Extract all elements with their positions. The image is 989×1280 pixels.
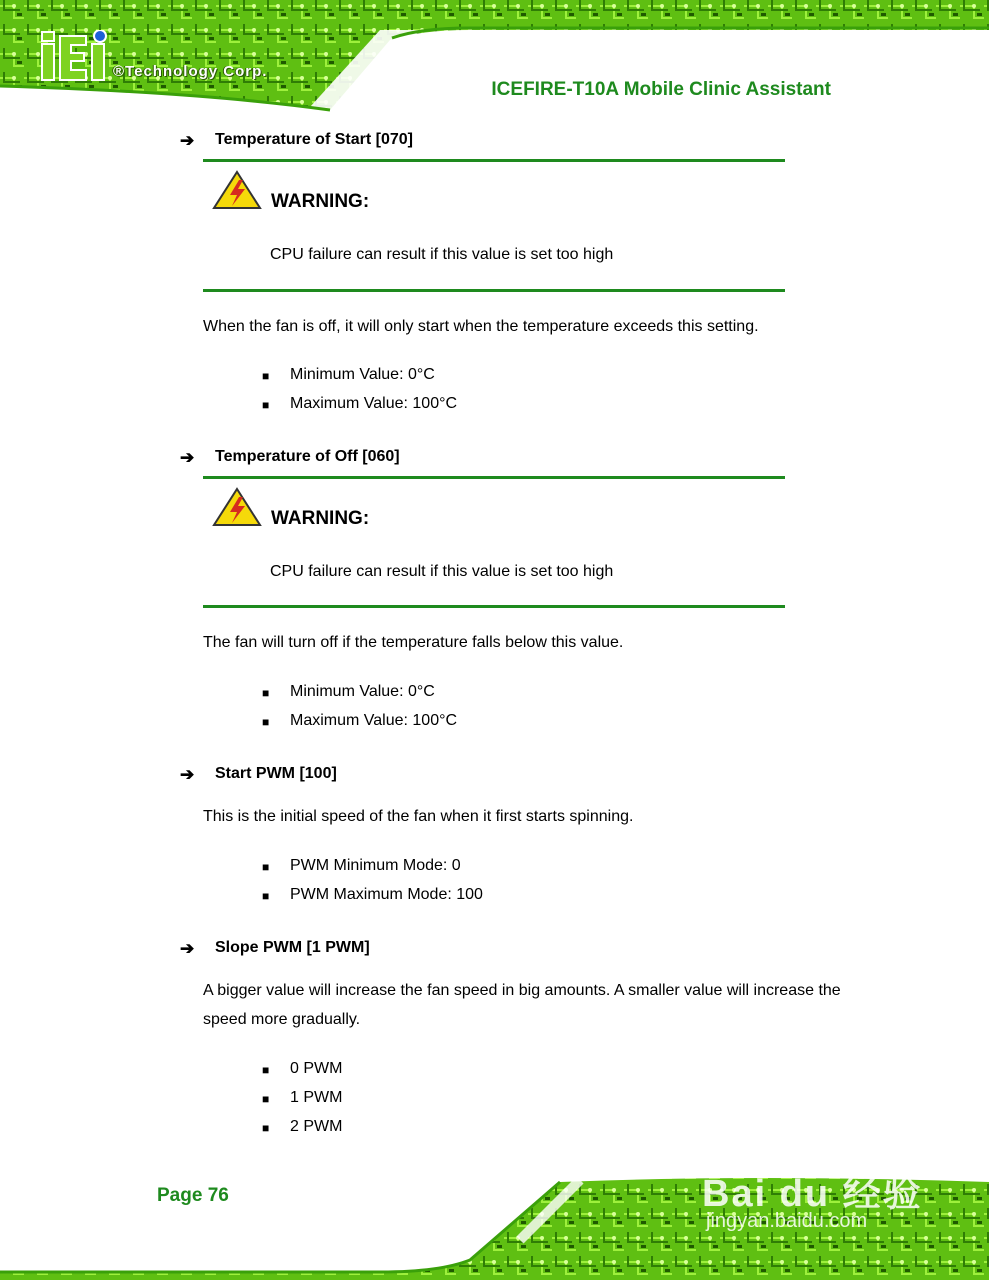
bullet-icon: ■	[262, 369, 270, 383]
bullet-icon: ■	[262, 686, 270, 700]
list-item: 1 PWM	[290, 1089, 343, 1106]
iei-logo	[40, 30, 112, 87]
section-heading: Slope PWM [1 PWM]	[215, 939, 370, 956]
warning-text: CPU failure can result if this value is set too high	[270, 563, 614, 580]
baidu-watermark-url: jingyan.baidu.com	[706, 1210, 868, 1232]
list-item: Minimum Value: 0°C	[290, 366, 435, 383]
warning-top-rule	[203, 159, 785, 162]
section-heading: Start PWM [100]	[215, 765, 337, 782]
bullet-icon: ■	[262, 398, 270, 412]
section-arrow-icon: ➔	[180, 131, 195, 150]
bullet-icon: ■	[262, 1092, 270, 1106]
list-item: 0 PWM	[290, 1060, 343, 1077]
warning-title: WARNING:	[271, 191, 370, 212]
list-item: Minimum Value: 0°C	[290, 683, 435, 700]
list-item: PWM Minimum Mode: 0	[290, 857, 461, 874]
section-heading: Temperature of Off [060]	[215, 448, 400, 465]
warning-bottom-rule	[203, 605, 785, 608]
list-item: PWM Maximum Mode: 100	[290, 886, 483, 903]
list-item: Maximum Value: 100°C	[290, 395, 458, 412]
list-item: Maximum Value: 100°C	[290, 712, 458, 729]
section-description: This is the initial speed of the fan when it first starts spinning.	[203, 808, 634, 825]
section-arrow-icon: ➔	[180, 448, 195, 467]
warning-bottom-rule	[203, 289, 785, 292]
bullet-icon: ■	[262, 715, 270, 729]
bullet-icon: ■	[262, 860, 270, 874]
page-number: Page 76	[157, 1185, 229, 1206]
baidu-watermark: Bai du 经验	[702, 1173, 923, 1215]
section-heading: Temperature of Start [070]	[215, 131, 413, 148]
section-arrow-icon: ➔	[180, 765, 195, 784]
list-item: 2 PWM	[290, 1118, 343, 1135]
warning-icon	[212, 170, 262, 215]
document-title: ICEFIRE-T10A Mobile Clinic Assistant	[491, 79, 831, 100]
bullet-icon: ■	[262, 889, 270, 903]
warning-text: CPU failure can result if this value is set too high	[270, 246, 614, 263]
warning-title: WARNING:	[271, 508, 370, 529]
section-description: A bigger value will increase the fan speed in big amounts. A smaller value will increase the speed more gradually.	[203, 982, 841, 1028]
bullet-icon: ■	[262, 1063, 270, 1077]
section-description: When the fan is off, it will only start when the temperature exceeds this setting.	[203, 318, 759, 335]
section-description: The fan will turn off if the temperature falls below this value.	[203, 634, 624, 651]
bullet-icon: ■	[262, 1121, 270, 1135]
section-arrow-icon: ➔	[180, 939, 195, 958]
warning-top-rule	[203, 476, 785, 479]
brand-subtitle: ®Technology Corp.	[113, 63, 268, 80]
warning-icon	[212, 487, 262, 532]
